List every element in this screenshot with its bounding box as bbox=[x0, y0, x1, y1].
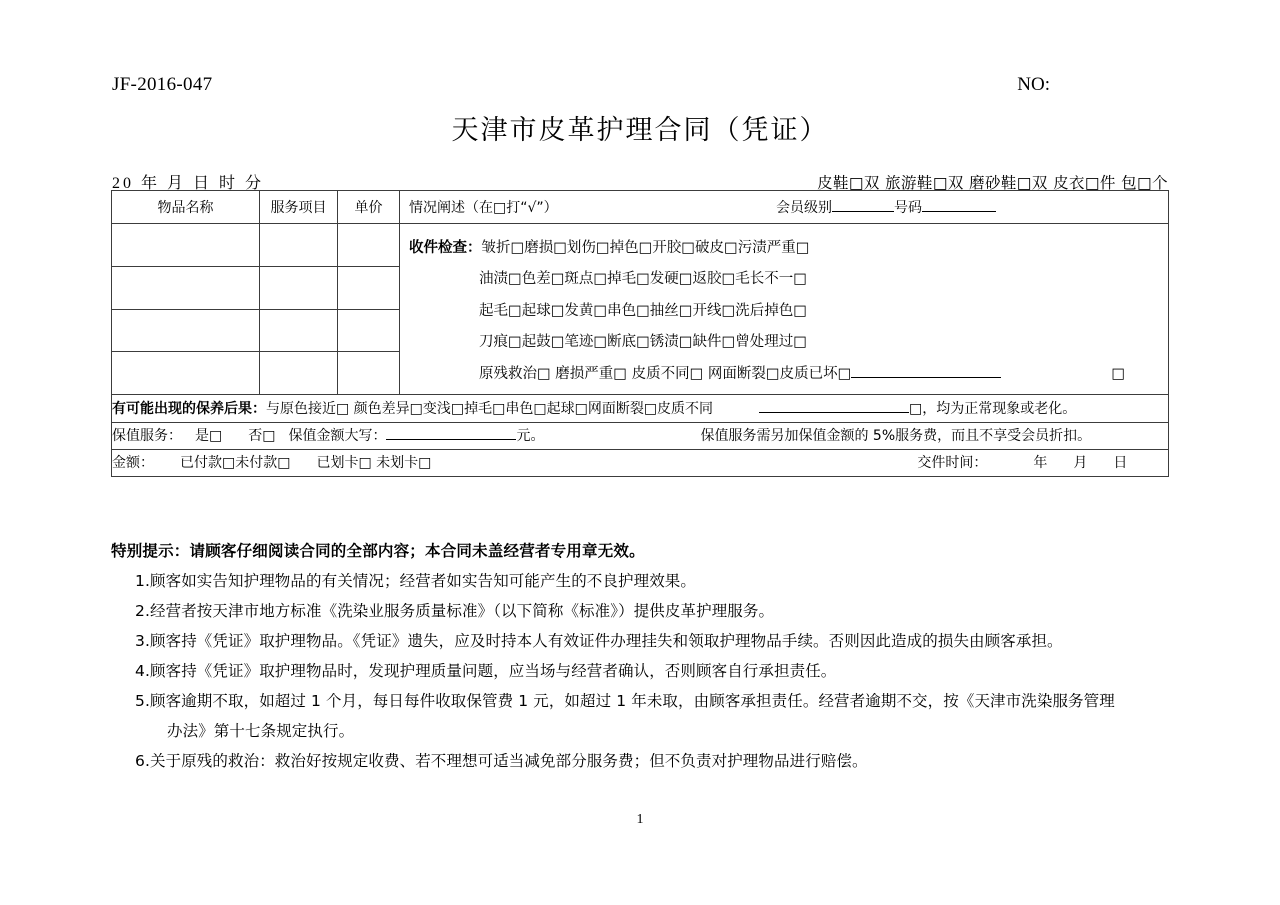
cell-price-3[interactable] bbox=[338, 309, 400, 352]
cell-service-4[interactable] bbox=[260, 352, 338, 395]
column-header-description-label: 情况阐述（在□打“√”） bbox=[409, 200, 558, 216]
consequence-trailing-checkbox[interactable]: □ bbox=[909, 400, 923, 417]
column-header-description bbox=[400, 191, 1169, 224]
inspection-line-5-text[interactable]: 原残救治□ 磨损严重□ 皮质不同□ 网面断裂□皮质已坏□ bbox=[479, 365, 852, 382]
cell-price-1[interactable] bbox=[338, 224, 400, 267]
term-item-3: 3.顾客持《凭证》取护理物品。《凭证》遗失，应及时持本人有效证件办理挂失和领取护理物品手续。否则因此造成的损失由顾客承担。 bbox=[135, 632, 1063, 650]
term-item-2: 2.经营者按天津市地方标准《洗染业服务质量标准》（以下简称《标准》）提供皮革护理服务。 bbox=[135, 602, 775, 620]
cell-item-name-2[interactable] bbox=[112, 266, 260, 309]
term-item-1: 1.顾客如实告知护理物品的有关情况；经营者如实告知可能产生的不良护理效果。 bbox=[135, 572, 696, 590]
date-stub: 20 年 月 日 时 分 bbox=[112, 175, 265, 192]
document-code: JF-2016-047 bbox=[112, 74, 213, 95]
consequence-text[interactable]: 与原色接近□ 颜色差异□变浅□掉毛□串色□起球□网面断裂□皮质不同 bbox=[266, 400, 714, 417]
inspection-list bbox=[400, 224, 1168, 394]
inspection-label: 收件检查： bbox=[409, 240, 482, 256]
cell-service-3[interactable] bbox=[260, 309, 338, 352]
document-header bbox=[112, 74, 1168, 96]
consequence-row bbox=[112, 395, 1169, 423]
card-status-checkboxes[interactable]: 已划卡□ 未划卡□ bbox=[316, 454, 432, 471]
insurance-cell bbox=[112, 423, 1169, 450]
consequence-cell bbox=[112, 395, 1169, 423]
column-header-name: 物品名称 bbox=[112, 191, 260, 224]
contract-table bbox=[111, 190, 1169, 477]
delivery-time-label: 交件时间： bbox=[917, 454, 988, 471]
insurance-amount-label: 保值金额大写： bbox=[288, 428, 387, 445]
member-level-label: 会员级别 bbox=[776, 200, 832, 216]
cell-price-4[interactable] bbox=[338, 352, 400, 395]
inspection-cell bbox=[400, 224, 1169, 395]
amount-row bbox=[112, 450, 1169, 477]
term-item-5-continuation: 办法》第十七条规定执行。 bbox=[167, 722, 355, 740]
insurance-no-checkbox[interactable]: 否□ bbox=[248, 428, 276, 445]
item-quantity-line: 皮鞋□双 旅游鞋□双 磨砂鞋□双 皮衣□件 包□个 bbox=[817, 174, 1168, 192]
payment-status-checkboxes[interactable]: 已付款□未付款□ bbox=[180, 454, 291, 471]
consequence-other-blank[interactable] bbox=[759, 398, 909, 413]
insurance-amount-blank[interactable] bbox=[386, 425, 516, 440]
insurance-unit: 元。 bbox=[516, 428, 545, 445]
page-number: 1 bbox=[636, 812, 644, 827]
table-header-row bbox=[112, 191, 1169, 224]
document-number-label: NO: bbox=[1017, 74, 1050, 95]
page-title: 天津市皮革护理合同（凭证） bbox=[451, 115, 829, 146]
member-number-label: 号码 bbox=[894, 200, 922, 216]
member-number-blank[interactable] bbox=[922, 197, 996, 212]
member-level-blank[interactable] bbox=[832, 197, 894, 212]
special-notice: 特别提示：请顾客仔细阅读合同的全部内容；本合同未盖经营者专用章无效。 bbox=[111, 542, 645, 560]
inspection-line-2[interactable]: 油渍□色差□斑点□掉毛□发硬□返胶□毛长不一□ bbox=[479, 271, 807, 288]
inspection-line-5 bbox=[409, 359, 1162, 390]
inspection-line-1 bbox=[409, 233, 1162, 264]
amount-cell bbox=[112, 450, 1169, 477]
term-item-5: 5.顾客逾期不取，如超过 1 个月，每日每件收取保管费 1 元，如超过 1 年未取，由顾客承担责任。经营者逾期不交，按《天津市洗染服务管理 bbox=[135, 692, 1115, 710]
terms-section bbox=[111, 536, 1171, 776]
insurance-note: 保值服务需另加保值金额的 5%服务费，而且不享受会员折扣。 bbox=[700, 428, 1092, 445]
delivery-month[interactable]: 月 bbox=[1073, 454, 1088, 471]
table-row bbox=[112, 224, 1169, 267]
consequence-label: 有可能出现的保养后果： bbox=[112, 400, 266, 417]
insurance-row bbox=[112, 423, 1169, 450]
inspection-line-3[interactable]: 起毛□起球□发黄□串色□抽丝□开线□洗后掉色□ bbox=[479, 302, 807, 319]
member-info bbox=[776, 197, 996, 217]
consequence-suffix: ，均为正常现象或老化。 bbox=[922, 400, 1077, 417]
cell-item-name-4[interactable] bbox=[112, 352, 260, 395]
amount-label: 金额： bbox=[112, 454, 154, 471]
column-header-price: 单价 bbox=[338, 191, 400, 224]
insurance-yes-checkbox[interactable]: 是□ bbox=[195, 428, 223, 445]
inspection-line-4[interactable]: 刀痕□起鼓□笔迹□断底□锈渍□缺件□曾处理过□ bbox=[479, 334, 807, 351]
delivery-day[interactable]: 日 bbox=[1113, 454, 1128, 471]
inspection-trailing-checkbox[interactable]: □ bbox=[1111, 365, 1126, 382]
cell-item-name-3[interactable] bbox=[112, 309, 260, 352]
cell-service-1[interactable] bbox=[260, 224, 338, 267]
column-header-service: 服务项目 bbox=[260, 191, 338, 224]
term-item-4: 4.顾客持《凭证》取护理物品时，发现护理质量问题，应当场与经营者确认，否则顾客自行承担责任。 bbox=[135, 662, 837, 680]
inspection-other-blank[interactable] bbox=[851, 363, 1001, 378]
cell-item-name-1[interactable] bbox=[112, 224, 260, 267]
inspection-line-1-text[interactable]: 皱折□磨损□划伤□掉色□开胶□破皮□污渍严重□ bbox=[481, 240, 810, 256]
insurance-label: 保值服务： bbox=[112, 428, 182, 445]
term-item-6: 6.关于原残的救治：救治好按规定收费、若不理想可适当减免部分服务费；但不负责对护理物品进行赔偿。 bbox=[135, 752, 868, 770]
cell-service-2[interactable] bbox=[260, 266, 338, 309]
cell-price-2[interactable] bbox=[338, 266, 400, 309]
delivery-year[interactable]: 年 bbox=[1033, 454, 1048, 471]
